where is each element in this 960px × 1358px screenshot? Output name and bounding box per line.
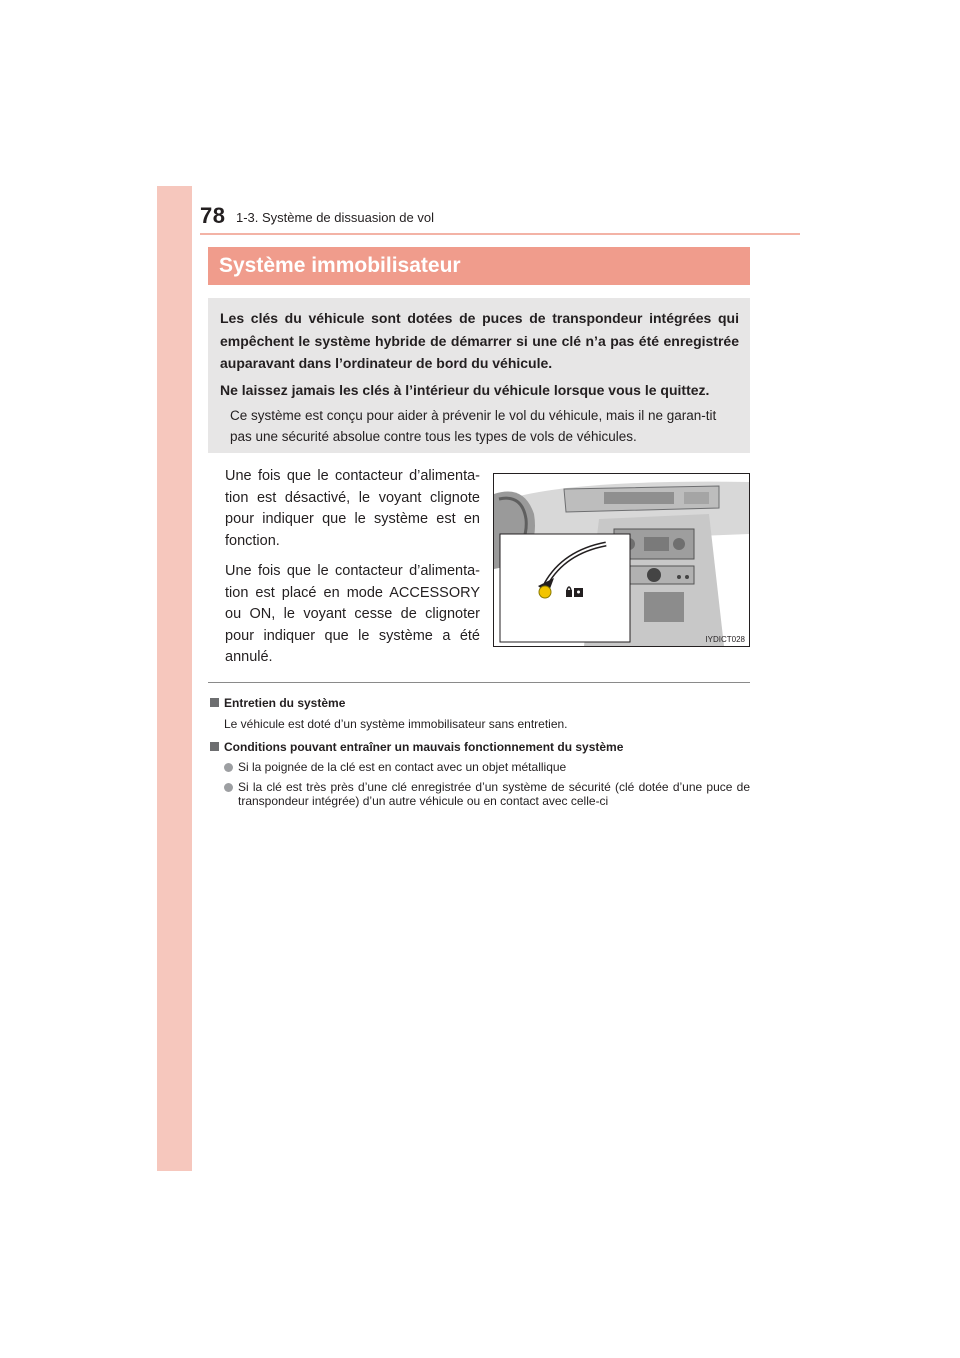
note-heading-maintenance-text: Entretien du système: [224, 696, 346, 710]
security-indicator-light: [539, 586, 551, 598]
body-paragraph-1: Une fois que le contacteur d’alimenta-tion est désactivé, le voyant clignote pour indiquer que le système est en fonction.: [225, 468, 480, 549]
intro-text: Les clés du véhicule sont dotées de puces de transpondeur intégrées qui empêchent le système hybride de démarrer si une clé n’a pas été enregistrée auparavant dans l’ordinateur de bord du véhicule.: [220, 310, 739, 371]
list-item-text: Si la clé est très près d’une clé enregistrée d’un système de sécurité (clé dotée d’une puce de transpondeur intégrée) d’un autre véhicule ou en contact avec celle-ci: [238, 780, 750, 808]
round-bullet-icon: [224, 763, 233, 772]
list-item-text: Si la poignée de la clé est en contact avec un objet métallique: [238, 760, 567, 774]
square-bullet-icon: [210, 742, 219, 751]
section-divider: [208, 682, 750, 683]
note-heading-malfunction-text: Conditions pouvant entraîner un mauvais fonctionnement du système: [224, 740, 624, 754]
figure-code: IYDICT028: [705, 635, 745, 644]
square-bullet-icon: [210, 698, 219, 707]
dashboard-illustration: [493, 473, 750, 647]
page-number: 78: [200, 203, 226, 228]
note-heading-malfunction: [210, 738, 750, 756]
side-tab-band: [157, 186, 192, 1171]
list-item: [224, 780, 750, 808]
running-head: 1-3. Système de dissuasion de vol: [236, 210, 434, 225]
note-heading-maintenance: [210, 694, 750, 712]
intro-note: Ce système est conçu pour aider à prévenir le vol du véhicule, mais il ne garan-tit pas une sécurité absolue contre tous les types de vols de véhicules.: [230, 407, 717, 444]
malfunction-list: [224, 760, 750, 808]
intro-warning: Ne laissez jamais les clés à l’intérieur du véhicule lorsque vous le quittez.: [220, 381, 710, 398]
list-item: [224, 760, 750, 774]
section-title: Système immobilisateur: [219, 254, 461, 277]
round-bullet-icon: [224, 783, 233, 792]
body-paragraph-2: Une fois que le contacteur d’alimenta-tion est placé en mode ACCESSORY ou ON, le voyant cesse de clignoter pour indiquer que le système a été annulé.: [225, 563, 480, 665]
header-rule: [200, 233, 800, 235]
intro-box: [208, 298, 750, 453]
note-maintenance-text: Le véhicule est doté d’un système immobilisateur sans entretien.: [224, 717, 568, 731]
body-column: [225, 466, 480, 678]
notes-section: [210, 694, 750, 814]
dashboard-drawing: [494, 474, 749, 646]
section-title-bar: [208, 247, 750, 285]
